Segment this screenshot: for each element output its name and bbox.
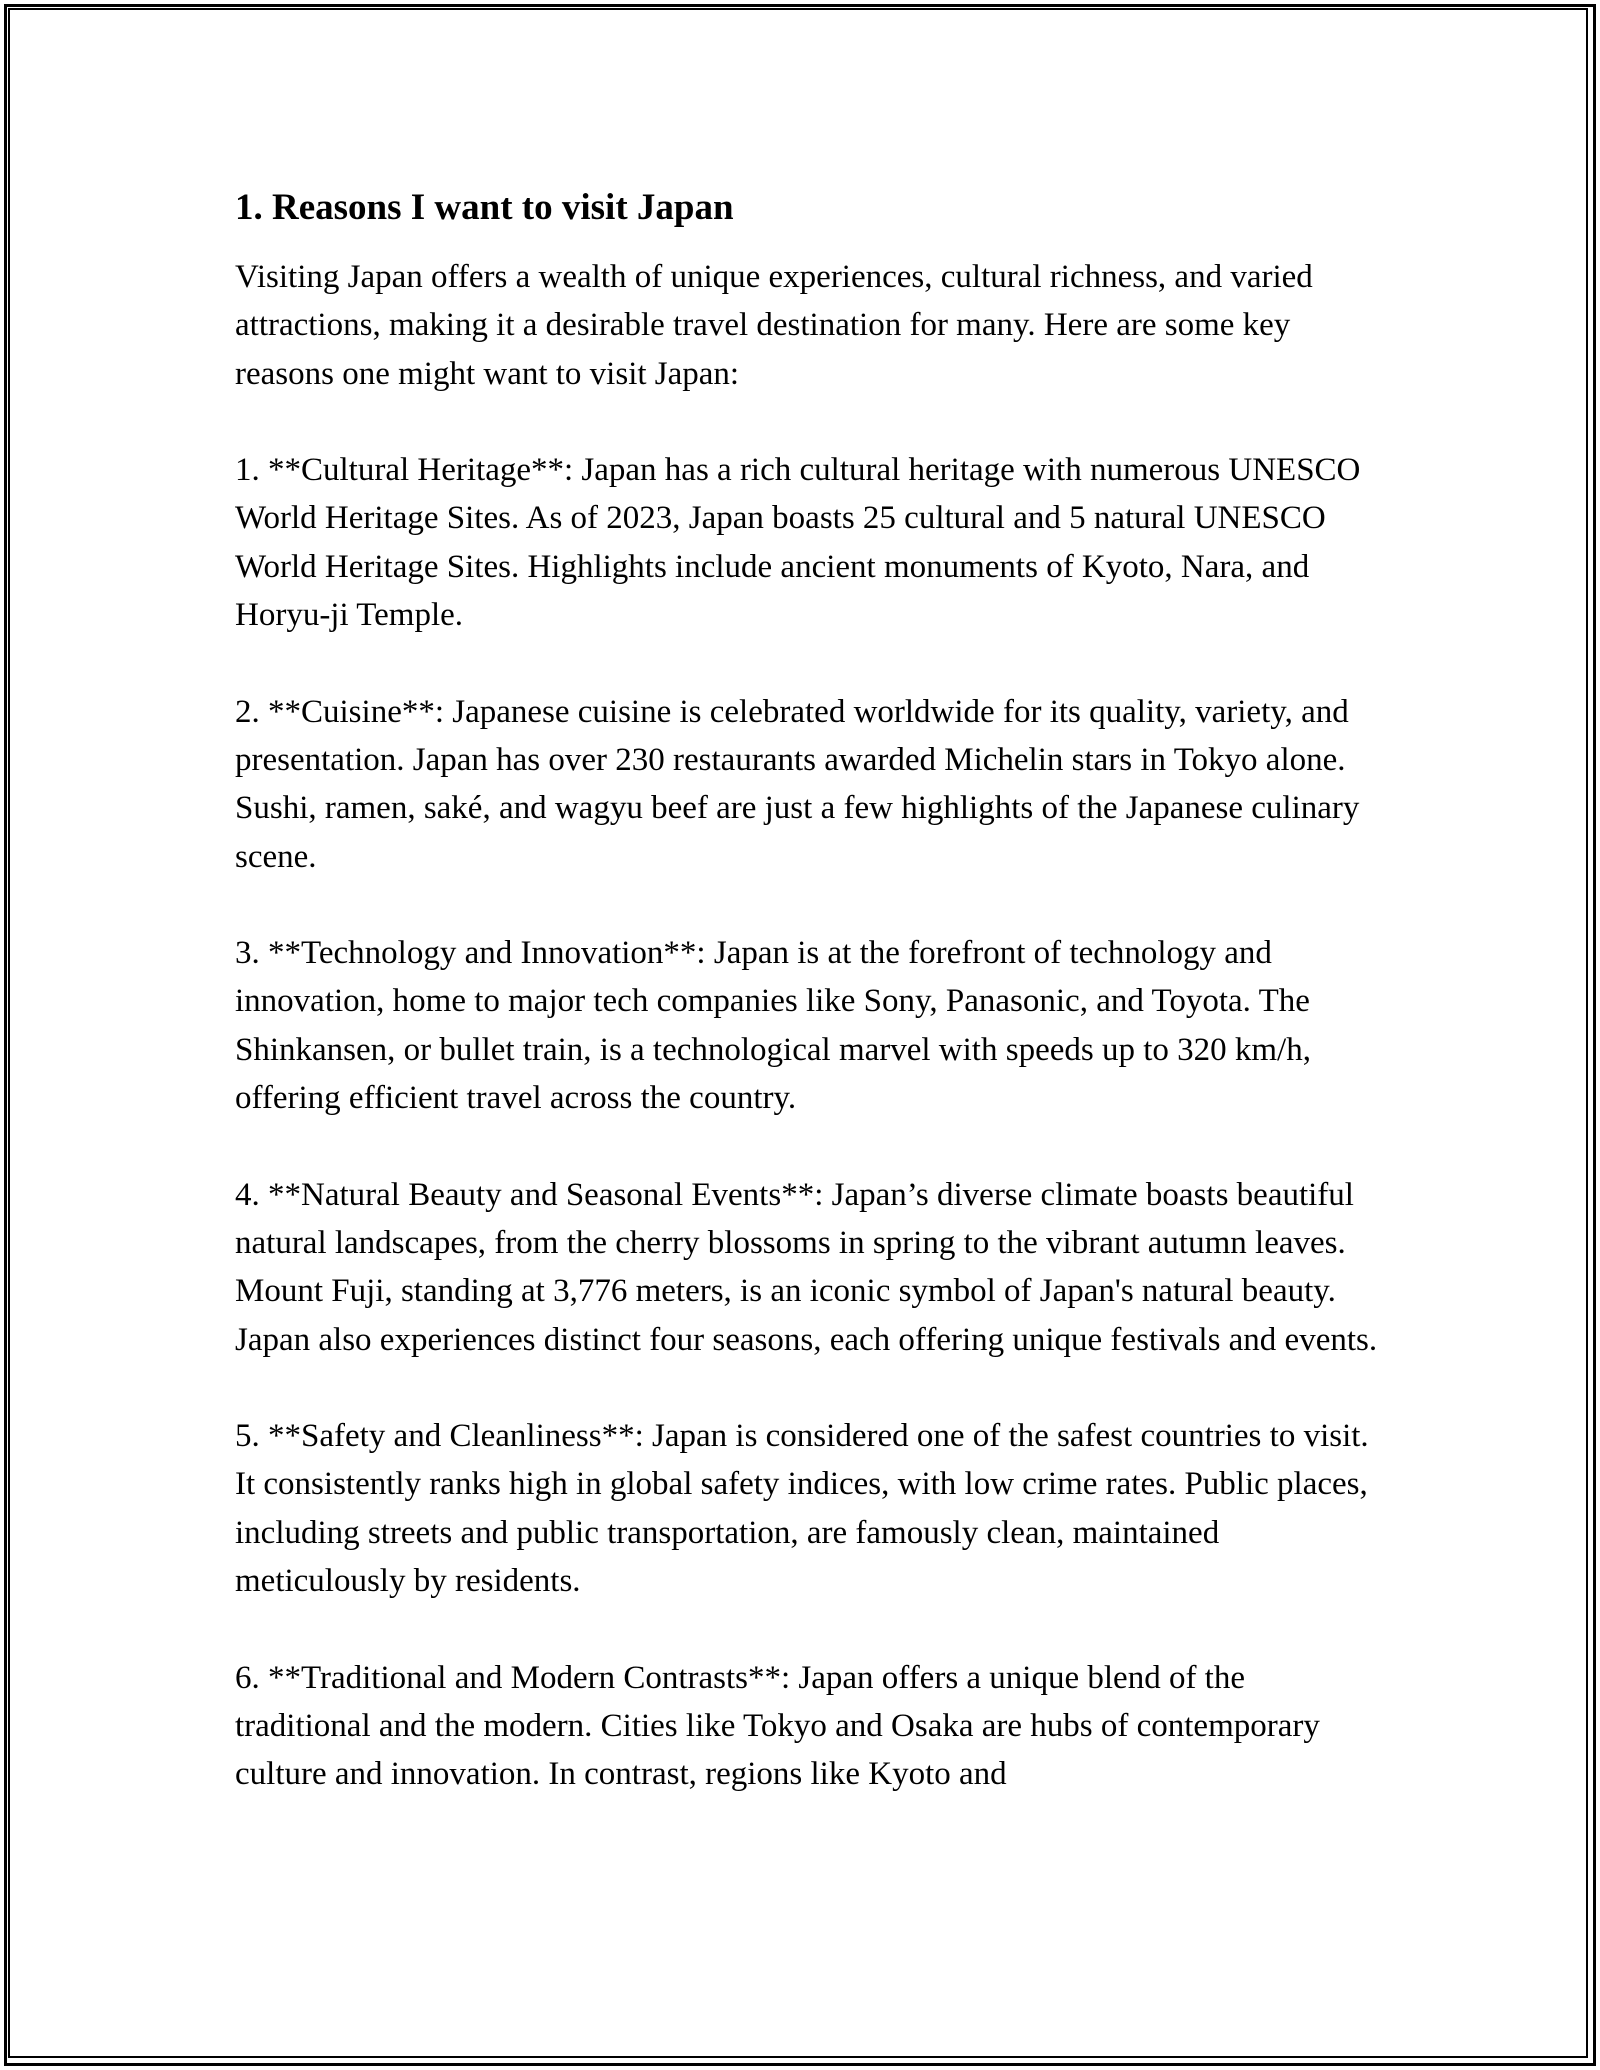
intro-paragraph: Visiting Japan offers a wealth of unique experiences, cultural richness, and varied attractions, making it a desirable travel destination for many. Here are some key reasons one might want to visit Japan: <box>235 259 1313 392</box>
list-item-technology: 3. **Technology and Innovation**: Japan is at the forefront of technology and innovation, home to major tech companies like Sony, Panasonic, and Toyota. The Shinkansen, or bullet train, is a technological marvel with speeds up to 320 km/h, offering efficient travel across the country. <box>235 935 1311 1117</box>
list-item-cuisine: 2. **Cuisine**: Japanese cuisine is celebrated worldwide for its quality, variety, and presentation. Japan has over 230 restaurants awarded Michelin stars in Tokyo alone. Sushi, ramen, saké, and wagyu beef are just a few highlights of the Japanese culinary scene. <box>235 693 1360 875</box>
page-title: 1. Reasons I want to visit Japan <box>235 187 734 228</box>
list-item-cultural-heritage: 1. **Cultural Heritage**: Japan has a rich cultural heritage with numerous UNESCO World Heritage Sites. As of 2023, Japan boasts 25 cultural and 5 natural UNESCO World Heritage Sites. Highlights include ancient monuments of Kyoto, Nara, and Horyu-ji Temple. <box>235 452 1361 634</box>
list-item-natural-beauty: 4. **Natural Beauty and Seasonal Events**: Japan’s diverse climate boasts beautiful natural landscapes, from the cherry blossoms in spring to the vibrant autumn leaves. Mount Fuji, standing at 3,776 meters, is an iconic symbol of Japan's natural beauty. Japan also experiences distinct four seasons, each offering unique festivals and events. <box>235 1176 1378 1358</box>
list-item-contrasts: 6. **Traditional and Modern Contrasts**: Japan offers a unique blend of the traditional and the modern. Cities like Tokyo and Osaka are hubs of contemporary culture and innovation. In contrast, regions like Kyoto and <box>235 1659 1320 1793</box>
list-item-safety: 5. **Safety and Cleanliness**: Japan is considered one of the safest countries to visit. It consistently ranks high in global safety indices, with low crime rates. Public places, including streets and public transportation, are famously clean, maintained meticulously by residents. <box>235 1418 1369 1600</box>
document-body <box>235 185 1385 1847</box>
